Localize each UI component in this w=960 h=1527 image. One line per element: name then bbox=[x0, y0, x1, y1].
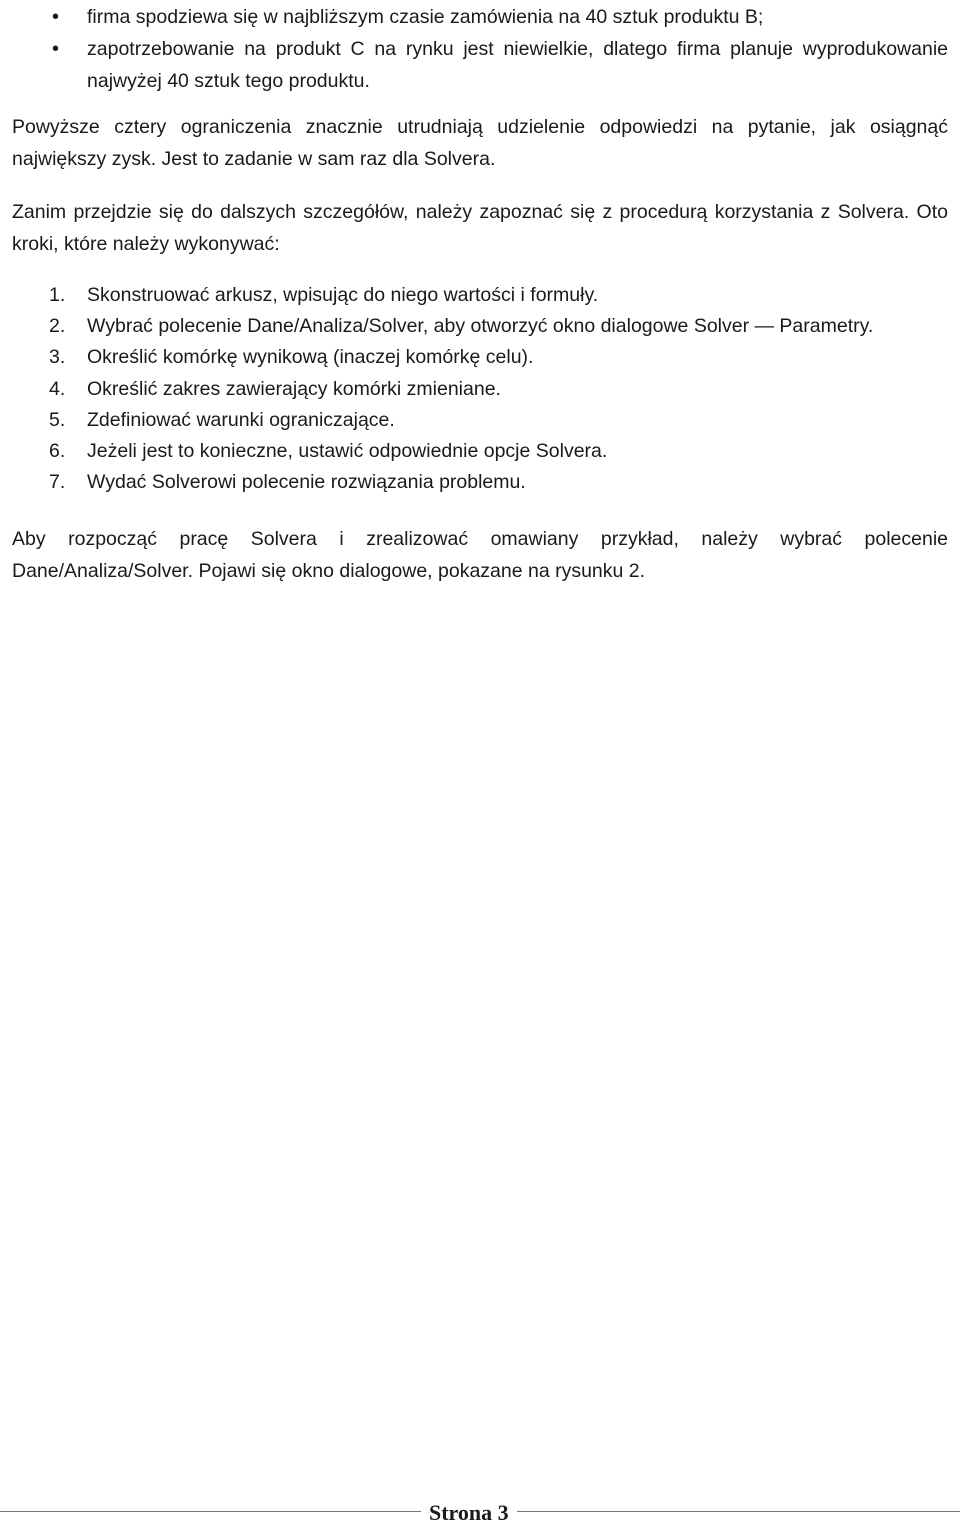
step-item bbox=[12, 374, 948, 405]
steps-list bbox=[12, 280, 948, 498]
bullet-item bbox=[12, 33, 948, 97]
bullet-text: zapotrzebowanie na produkt C na rynku jest niewielkie, dlatego firma planuje wyprodukowanie najwyżej 40 sztuk tego produktu. bbox=[87, 38, 948, 92]
step-item bbox=[12, 436, 948, 467]
page-number: Strona 3 bbox=[421, 1499, 517, 1527]
bullet-dot-icon: • bbox=[52, 6, 60, 28]
step-item bbox=[12, 280, 948, 311]
step-text: Skonstruować arkusz, wpisując do niego wartości i formuły. bbox=[87, 284, 599, 306]
step-number: 7. bbox=[49, 471, 66, 494]
step-item bbox=[12, 342, 948, 373]
paragraph-solver-start: Aby rozpocząć pracę Solvera i zrealizować omawiany przykład, należy wybrać polecenie Dane/Analiza/Solver. Pojawi się okno dialogowe, pokazane na rysunku 2. bbox=[12, 528, 948, 582]
step-text: Określić zakres zawierający komórki zmieniane. bbox=[87, 377, 501, 400]
step-number: 2. bbox=[49, 315, 66, 338]
step-number: 3. bbox=[49, 346, 66, 369]
bullet-text: firma spodziewa się w najbliższym czasie zamówienia na 40 sztuk produktu B; bbox=[87, 6, 764, 28]
bullet-list bbox=[12, 1, 948, 97]
step-number: 5. bbox=[49, 408, 66, 431]
step-text: Zdefiniować warunki ograniczające. bbox=[87, 408, 395, 431]
step-text: Wydać Solverowi polecenie rozwiązania problemu. bbox=[87, 471, 526, 494]
step-number: 6. bbox=[49, 440, 66, 463]
step-text: Jeżeli jest to konieczne, ustawić odpowiednie opcje Solvera. bbox=[87, 440, 608, 463]
step-item bbox=[12, 467, 948, 498]
paragraph-constraints: Powyższe cztery ograniczenia znacznie utrudniają udzielenie odpowiedzi na pytanie, jak osiągnąć największy zysk. Jest to zadanie w sam raz dla Solvera. bbox=[12, 116, 948, 170]
step-item bbox=[12, 405, 948, 436]
page-footer bbox=[0, 1497, 960, 1527]
step-text: Określić komórkę wynikową (inaczej komórkę celu). bbox=[87, 346, 534, 369]
bullet-dot-icon: • bbox=[52, 38, 60, 60]
step-number: 1. bbox=[49, 284, 66, 306]
bullet-item bbox=[12, 1, 948, 33]
step-number: 4. bbox=[49, 377, 66, 400]
step-text: Wybrać polecenie Dane/Analiza/Solver, aby otworzyć okno dialogowe Solver — Parametry. bbox=[87, 315, 874, 338]
step-item bbox=[12, 311, 948, 342]
paragraph-procedure-intro: Zanim przejdzie się do dalszych szczegółów, należy zapoznać się z procedurą korzystania z Solvera. Oto kroki, które należy wykonywać: bbox=[12, 201, 948, 255]
